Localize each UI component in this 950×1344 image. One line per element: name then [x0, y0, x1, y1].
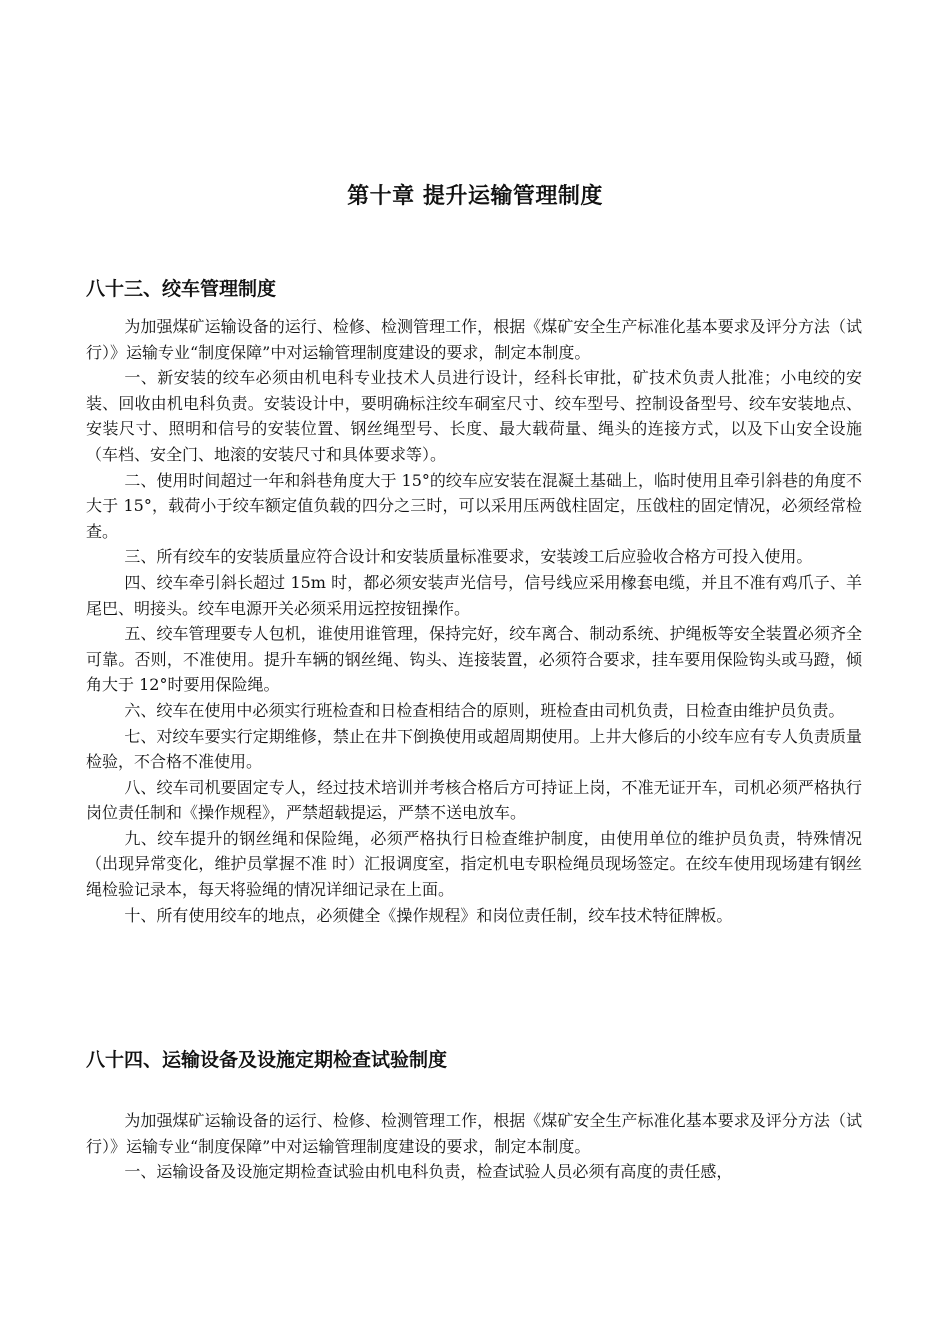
paragraph: 三、所有绞车的安装质量应符合设计和安装质量标准要求，安装竣工后应验收合格方可投入使用。 — [124, 547, 813, 567]
paragraph: 二、使用时间超过一年和斜巷角度大于 15°的绞车应安装在混凝土基础上，临时使用且牵引斜巷的角度不大于 15°，载荷小于绞车额定值负载的四分之三时，可以采用压两戗柱固定，压戗柱的固定情况，必须经常检查。 — [86, 470, 862, 541]
section-heading-winch-management: 八十三、绞车管理制度 — [86, 278, 277, 300]
section-heading-periodic-inspection: 八十四、运输设备及设施定期检查试验制度 — [86, 1049, 448, 1071]
section-body-periodic-inspection — [86, 1108, 862, 1185]
paragraph: 一、新安装的绞车必须由机电科专业技术人员进行设计，经科长审批，矿技术负责人批准；小电绞的安装、回收由机电科负责。安装设计中，要明确标注绞车硐室尺寸、绞车型号、控制设备型号、绞车安装地点、安装尺寸、照明和信号的安装位置、钢丝绳型号、长度、最大载荷量、绳头的连接方式，以及下山安全设施（车档、安全门、地滚的安装尺寸和具体要求等）。 — [86, 368, 862, 464]
paragraph: 六、绞车在使用中必须实行班检查和日检查相结合的原则，班检查由司机负责，日检查由维护员负责。 — [124, 700, 845, 720]
paragraph: 五、绞车管理要专人包机，谁使用谁管理，保持完好，绞车离合、制动系统、护绳板等安全装置必须齐全可靠。否则，不准使用。提升车辆的钢丝绳、钩头、连接装置，必须符合要求，挂车要用保险钩头或马蹬，倾角大于 12°时要用保险绳。 — [86, 624, 862, 695]
paragraph: 八、绞车司机要固定专人，经过技术培训并考核合格后方可持证上岗，不准无证开车，司机必须严格执行岗位责任制和《操作规程》，严禁超载提运，严禁不送电放车。 — [86, 777, 862, 823]
paragraph: 九、绞车提升的钢丝绳和保险绳，必须严格执行日检查维护制度，由使用单位的维护员负责，特殊情况（出现异常变化，维护员掌握不准 时）汇报调度室，指定机电专职检绳员现场签定。在绞车使用现场建有钢丝绳检验记录本，每天将验绳的情况详细记录在上面。 — [86, 828, 862, 900]
paragraph: 为加强煤矿运输设备的运行、检修、检测管理工作，根据《煤矿安全生产标准化基本要求及评分方法（试行）》运输专业“制度保障”中对运输管理制度建设的要求，制定本制度。 — [86, 1111, 862, 1156]
chapter-title: 第十章 提升运输管理制度 — [347, 184, 603, 209]
paragraph: 一、运输设备及设施定期检查试验由机电科负责，检查试验人员必须有高度的责任感， — [124, 1162, 733, 1182]
paragraph: 十、所有使用绞车的地点，必须健全《操作规程》和岗位责任制，绞车技术特征牌板。 — [124, 905, 733, 925]
paragraph: 七、对绞车要实行定期维修，禁止在井下倒换使用或超周期使用。上井大修后的小绞车应有专人负责质量检验，不合格不准使用。 — [86, 726, 862, 772]
paragraph: 为加强煤矿运输设备的运行、检修、检测管理工作，根据《煤矿安全生产标准化基本要求及评分方法（试行）》运输专业“制度保障”中对运输管理制度建设的要求，制定本制度。 — [86, 317, 862, 362]
paragraph: 四、绞车牵引斜长超过 15m 时，都必须安装声光信号，信号线应采用橡套电缆，并且不准有鸡爪子、羊尾巴、明接头。绞车电源开关必须采用远控按钮操作。 — [86, 572, 862, 618]
section-body-winch-management — [86, 314, 862, 928]
